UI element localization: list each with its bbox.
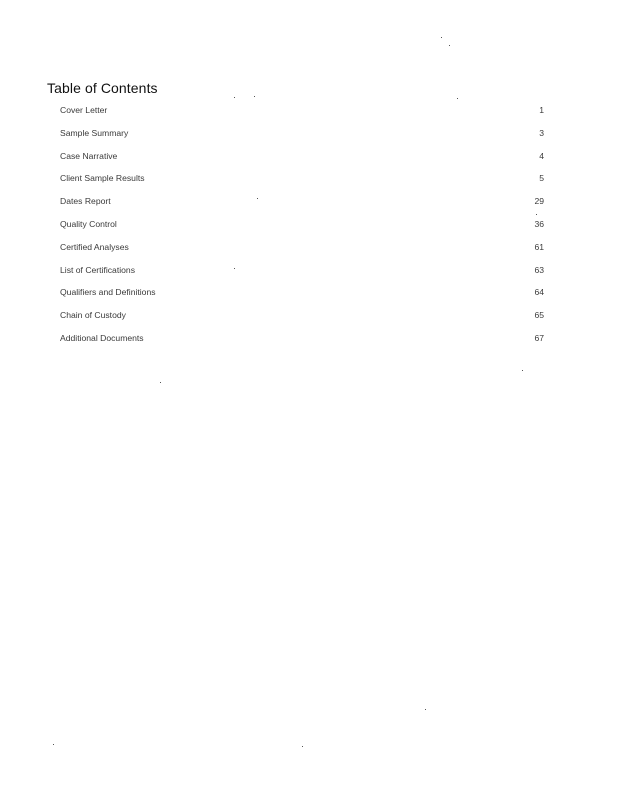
toc-title: Table of Contents [47, 80, 158, 96]
toc-entry-page[interactable]: 1 [539, 105, 544, 115]
toc-entry-additional-documents[interactable] [60, 333, 544, 356]
toc-entry-qualifiers-and-definitions[interactable] [60, 287, 544, 310]
toc-entry-cover-letter[interactable] [60, 105, 544, 128]
toc-entry-label[interactable]: Client Sample Results [60, 173, 145, 184]
scan-speck [160, 382, 161, 383]
toc-entry-dates-report[interactable] [60, 196, 544, 219]
toc-entry-sample-summary[interactable] [60, 128, 544, 151]
toc-entry-case-narrative[interactable] [60, 151, 544, 174]
toc-entry-page[interactable]: 36 [534, 218, 544, 229]
toc-entry-page[interactable]: 64 [534, 287, 544, 298]
toc-entry-page[interactable]: 3 [539, 127, 544, 138]
toc-entry-page[interactable]: 65 [534, 310, 544, 321]
toc-entry-page[interactable]: 63 [534, 264, 544, 275]
scan-speck [302, 746, 303, 747]
toc-entry-page[interactable]: 4 [539, 150, 544, 161]
scan-speck [53, 744, 54, 745]
scan-speck [457, 98, 458, 99]
toc-entry-client-sample-results[interactable] [60, 173, 544, 196]
toc-entry-label[interactable]: Quality Control [60, 218, 117, 229]
toc-entry-certified-analyses[interactable] [60, 242, 544, 265]
toc-entry-label[interactable]: Case Narrative [60, 150, 118, 161]
scan-speck [536, 214, 537, 215]
toc-list [60, 105, 544, 356]
toc-entry-label[interactable]: Chain of Custody [60, 310, 126, 321]
scan-speck [522, 370, 523, 371]
toc-entry-label[interactable]: Dates Report [60, 196, 111, 207]
toc-entry-label[interactable]: Additional Documents [60, 332, 144, 343]
toc-entry-quality-control[interactable] [60, 219, 544, 242]
scan-speck [425, 709, 426, 710]
scan-speck [449, 45, 450, 46]
toc-entry-page[interactable]: 29 [534, 196, 544, 207]
toc-entry-page[interactable]: 67 [534, 332, 544, 343]
toc-entry-chain-of-custody[interactable] [60, 310, 544, 333]
toc-entry-page[interactable]: 5 [539, 173, 544, 184]
scan-speck [254, 96, 255, 97]
toc-entry-list-of-certifications[interactable] [60, 265, 544, 288]
toc-entry-label[interactable]: Qualifiers and Definitions [60, 287, 156, 298]
toc-entry-label[interactable]: Certified Analyses [60, 241, 129, 252]
toc-entry-label[interactable]: Sample Summary [60, 127, 129, 138]
toc-entry-label[interactable]: List of Certifications [60, 264, 135, 275]
scan-speck [234, 97, 235, 98]
toc-entry-page[interactable]: 61 [534, 241, 544, 252]
toc-entry-label[interactable]: Cover Letter [60, 105, 108, 115]
scan-speck [257, 198, 258, 199]
scan-speck [441, 37, 442, 38]
scan-speck [234, 268, 235, 269]
